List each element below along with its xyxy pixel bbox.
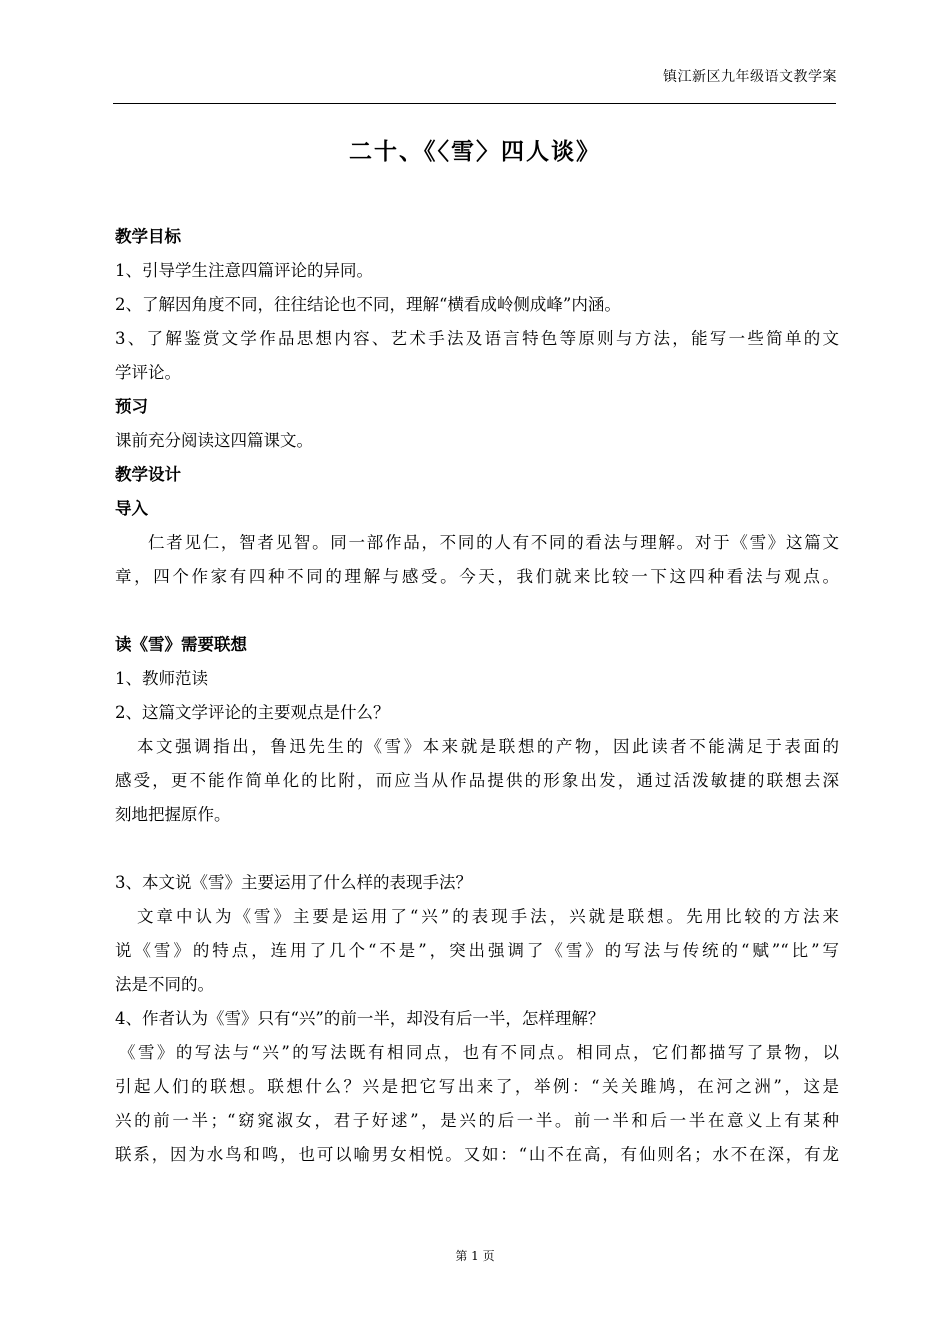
goal-item-1: 1、引导学生注意四篇评论的异同。 <box>115 261 373 280</box>
answer-4-line-3: 兴的前一半；“窈窕淑女，君子好逑”，是兴的后一半。前一半和后一半在意义上有某种 <box>115 1111 839 1130</box>
answer-2-line-3: 刻地把握原作。 <box>115 805 231 824</box>
design-heading: 教学设计 <box>115 465 181 484</box>
answer-3-line-2: 说《雪》的特点，连用了几个“不是”，突出强调了《雪》的写法与传统的“赋”“比”写 <box>115 941 839 960</box>
answer-3-line-1: 文章中认为《雪》主要是运用了“兴”的表现手法，兴就是联想。先用比较的方法来 <box>137 907 839 926</box>
header-divider <box>113 103 836 104</box>
running-header: 镇江新区九年级语文教学案 <box>663 69 837 85</box>
intro-heading: 导入 <box>115 499 148 518</box>
question-2: 2、这篇文学评论的主要观点是什么？ <box>115 703 390 722</box>
goal-item-3-line-2: 学评论。 <box>115 363 181 382</box>
answer-4-line-2: 引起人们的联想。联想什么？兴是把它写出来了，举例：“关关雎鸠，在河之洲”，这是 <box>115 1077 839 1096</box>
answer-3-line-3: 法是不同的。 <box>115 975 214 994</box>
preview-text: 课前充分阅读这四篇课文。 <box>115 431 313 450</box>
question-4: 4、作者认为《雪》只有“兴”的前一半，却没有后一半，怎样理解？ <box>115 1009 605 1028</box>
question-3: 3、本文说《雪》主要运用了什么样的表现手法？ <box>115 873 472 892</box>
page-number: 第 1 页 <box>455 1249 495 1263</box>
part1-heading: 读《雪》需要联想 <box>115 635 247 654</box>
intro-paragraph-line-1: 仁者见仁，智者见智。同一部作品，不同的人有不同的看法与理解。对于《雪》这篇文 <box>148 533 839 552</box>
section-gap <box>115 594 839 628</box>
goal-item-2: 2、了解因角度不同，往往结论也不同，理解“横看成岭侧成峰”内涵。 <box>115 295 621 314</box>
answer-4-line-4: 联系，因为水鸟和鸣，也可以喻男女相悦。又如：“山不在高，有仙则名；水不在深，有龙 <box>115 1145 839 1164</box>
paragraph-gap <box>115 832 839 866</box>
document-body <box>115 220 839 1172</box>
answer-4-line-1: 《雪》的写法与“兴”的写法既有相同点，也有不同点。相同点，它们都描写了景物，以 <box>119 1043 839 1062</box>
goals-heading: 教学目标 <box>115 227 181 246</box>
document-title: 二十、《〈雪〉四人谈》 <box>349 138 601 165</box>
preview-heading: 预习 <box>115 397 148 416</box>
intro-paragraph-line-2: 章，四个作家有四种不同的理解与感受。今天，我们就来比较一下这四种看法与观点。 <box>115 567 839 586</box>
question-1: 1、教师范读 <box>115 669 208 688</box>
answer-2-line-1: 本文强调指出，鲁迅先生的《雪》本来就是联想的产物，因此读者不能满足于表面的 <box>137 737 839 756</box>
goal-item-3-line-1: 3、了解鉴赏文学作品思想内容、艺术手法及语言特色等原则与方法，能写一些简单的文 <box>115 329 839 348</box>
answer-2-line-2: 感受，更不能作简单化的比附，而应当从作品提供的形象出发，通过活泼敏捷的联想去深 <box>115 771 839 790</box>
